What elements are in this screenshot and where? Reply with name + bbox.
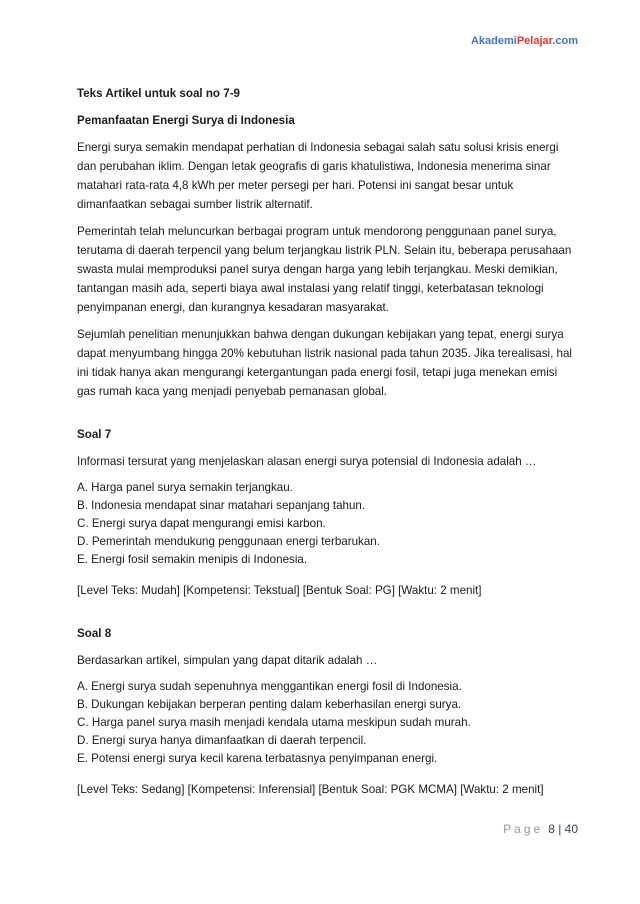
question-meta: [Level Teks: Mudah] [Kompetensi: Tekstual] [Bentuk Soal: PG] [Waktu: 2 menit] xyxy=(77,584,482,597)
answer-options xyxy=(77,678,578,768)
answer-option-a: A. Harga panel surya semakin terjangkau. xyxy=(77,481,293,494)
article-title: Pemanfaatan Energi Surya di Indonesia xyxy=(77,114,295,127)
article-paragraph-2: Pemerintah telah meluncurkan berbagai program untuk mendorong penggunaan panel surya, terutama di daerah terpencil yang belum terjangkau listrik PLN. Selain itu, beberapa perusahaan swasta mulai memproduksi panel surya dengan harga yang lebih terjangkau. Meski demikian, tantangan masih ada, seperti biaya awal instalasi yang relatif tinggi, keterbatasan teknologi penyimpanan energi, dan kurangnya kesadaran masyarakat. xyxy=(77,225,572,314)
page-footer xyxy=(503,822,578,837)
brand-part-akademi: Akademi xyxy=(470,35,517,47)
answer-options xyxy=(77,479,578,569)
answer-option-b: B. Indonesia mendapat sinar matahari sepanjang tahun. xyxy=(77,499,366,512)
brand-part-pelajar: Pelajar xyxy=(516,35,553,47)
question-meta: [Level Teks: Sedang] [Kompetensi: Inferensial] [Bentuk Soal: PGK MCMA] [Waktu: 2 menit] xyxy=(77,783,544,796)
answer-option-e: E. Potensi energi surya kecil karena terbatasnya penyimpanan energi. xyxy=(77,752,438,765)
question-soal-8 xyxy=(77,624,578,799)
answer-option-a: A. Energi surya sudah sepenuhnya menggantikan energi fosil di Indonesia. xyxy=(77,680,462,693)
brand-part-domain: .com xyxy=(552,35,578,47)
footer-page-word: Page xyxy=(503,822,544,836)
answer-option-c: C. Harga panel surya masih menjadi kendala utama meskipun sudah murah. xyxy=(77,716,471,729)
answer-option-d: D. Energi surya hanya dimanfaatkan di daerah terpencil. xyxy=(77,734,367,747)
article-intro-label: Teks Artikel untuk soal no 7-9 xyxy=(77,87,240,100)
question-prompt: Berdasarkan artikel, simpulan yang dapat ditarik adalah … xyxy=(77,654,378,667)
article-paragraph-3: Sejumlah penelitian menunjukkan bahwa dengan dukungan kebijakan yang tepat, energi surya dapat menyumbang hingga 20% kebutuhan listrik nasional pada tahun 2035. Jika terealisasi, hal ini tidak hanya akan mengurangi ketergantungan pada energi fosil, tetapi juga menekan emisi gas rumah kaca yang menjadi penyebab pemanasan global. xyxy=(77,328,572,398)
question-title: Soal 7 xyxy=(77,428,112,441)
footer-page-number: 8 | 40 xyxy=(548,822,578,836)
site-brand xyxy=(77,34,578,48)
answer-option-b: B. Dukungan kebijakan berperan penting dalam keberhasilan energi surya. xyxy=(77,698,462,711)
question-soal-7 xyxy=(77,425,578,600)
answer-option-e: E. Energi fosil semakin menipis di Indonesia. xyxy=(77,553,308,566)
question-title: Soal 8 xyxy=(77,627,112,640)
article-paragraph-1: Energi surya semakin mendapat perhatian di Indonesia sebagai salah satu solusi krisis energi dan perubahan iklim. Dengan letak geografis di garis khatulistiwa, Indonesia menerima sinar matahari rata-rata 4,8 kWh per meter persegi per hari. Potensi ini sangat besar untuk dimanfaatkan sebagai sumber listrik alternatif. xyxy=(77,141,559,211)
question-prompt: Informasi tersurat yang menjelaskan alasan energi surya potensial di Indonesia adalah … xyxy=(77,455,537,468)
answer-option-d: D. Pemerintah mendukung penggunaan energi terbarukan. xyxy=(77,535,380,548)
answer-option-c: C. Energi surya dapat mengurangi emisi karbon. xyxy=(77,517,326,530)
